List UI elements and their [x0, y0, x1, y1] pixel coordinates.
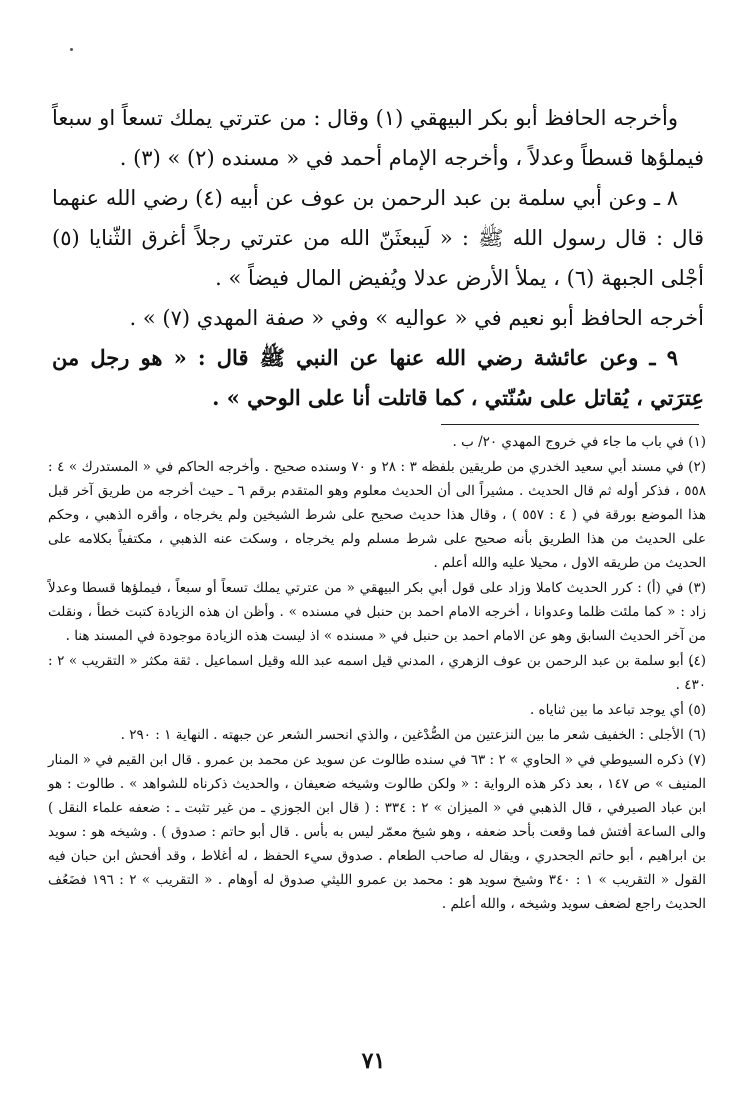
paragraph-line: سبعاً فيملؤها قسطاً وعدلاً ، وأخرجه الإمام أحمد في « مسنده (٢) » (٣) . — [52, 106, 704, 170]
paragraph-line: وأخرجه الحافظ أبو بكر البيهقي (١) وقال : من عترتي يملك تسعاً او — [99, 106, 678, 130]
footnote-line: (٣) في (أ) : كرر الحديث كاملا وزاد على قول أبي بكر البيهقي « من عترتي يملك تسعاً أو سبعاً ، فيملؤها — [120, 580, 706, 596]
footnote-line: « التقريب » ١ : ٣٤٠ وشيخ سويد هو : محمد بن عمرو الليثي صدوق له أوهام . « التقريب » ٢ : ١٩٦ — [92, 872, 670, 888]
paragraph-line: ٨ ـ وعن أبي سلمة بن عبد الرحمن بن عوف عن أبيه (٤) رضي الله — [105, 186, 679, 210]
footnote — [48, 455, 706, 575]
footnotes — [48, 430, 706, 917]
paragraph-line: عِترَتي ، يُقاتل على سُنّتي ، كما قاتلت أنا على الوحي » . — [212, 385, 704, 410]
main-text — [52, 98, 704, 418]
paragraph — [52, 338, 704, 418]
page-number: ٧١ — [361, 1048, 386, 1074]
footnote-line: ذكرناه للشواهد » . طالوت : هو ابن عباد الصيرفي ، قال الذهبي في « الميزان » ٢ : ٣٣٤ : ( قال — [48, 776, 706, 816]
footnote-line: « التقريب » ٢ : ٤٣٠ . — [48, 653, 706, 693]
footnote-line: الجحدري ، ويقال له صاحب الطعام . صدوق سيء الحفظ ، له أغلاط ، وقد أفحش ابن حبان فيه القول — [48, 848, 706, 888]
footnote-line: فضَعُف الحديث راجع لضعف سويد وشيخه ، والله أعلم . — [48, 872, 706, 912]
footnote-line: ابن الجوزي ـ من غير تثبت ـ : ضعفه علماء النقل ) والى الساعة أفتش فما وقعت بأحد ضعفه ، وهو — [48, 800, 706, 840]
footnote-line: (٤) أبو سلمة بن عبد الرحمن بن عوف الزهري ، المدني قيل اسمه عبد الله وقيل اسماعيل . ثقة مكثر — [142, 653, 707, 669]
footnote-line: ليست هذه الزيادة موجودة في المسند هنا . — [65, 628, 306, 644]
paragraph-line: أجْلى الجبهة (٦) ، يملأ الأرض عدلا ويُفيض المال فيضاً » . — [215, 266, 704, 290]
footnote-line: (٢) في مسند أبي سعيد الخدري من طريقين بلفظه ٣ : ٢٨ و ٧٠ وسنده صحيح . وأخرجه الحاكم في — [155, 459, 706, 475]
footnote-line: الزيادة كتبت خطأ ، ونقلت من آخر الحديث السابق وهو عن الامام احمد بن حنبل في « مسنده » اذ — [48, 604, 706, 644]
paragraph — [52, 98, 704, 178]
footnote — [48, 698, 706, 722]
footnote-line: « المستدرك » ٤ : ٥٥٨ ، فذكر أوله ثم قال الحديث . مشيراً الى أن الحديث معلوم وهو المتقدم برقم ٦ ـ — [48, 459, 706, 499]
footnote-line: عليه والله أعلم . — [433, 555, 526, 571]
footnote-line: شيخ معمّر ليس به بأس . قال أبو حاتم : صدوق ) . وشيخه هو : سويد بن ابراهيم ، أبو حاتم — [48, 824, 707, 864]
footnote-line: (٥) أي يوجد تباعد ما بين ثناياه . — [529, 702, 706, 718]
paragraph — [52, 298, 704, 338]
footnote-line: (١) في باب ما جاء في خروج المهدي ٢٠/ ب . — [452, 434, 706, 450]
footnote — [48, 576, 706, 648]
paragraph-line: عنهما قال : قال رسول الله ﷺ : « لَيبعثَنّ الله من عترتي رجلاً أغرق الثّنايا (٥) — [52, 186, 704, 250]
footnote — [48, 430, 706, 454]
paragraph-line: أخرجه الحافظ أبو نعيم في « عواليه » وفي « صفة المهدي (٧) » . — [129, 306, 704, 330]
footnote — [48, 748, 706, 916]
footnote-line: شرط الشيخين ولم يخرجاه ، وأقره الذهبي ، وحكم على الحديث من هذا الطريق بأنه صحيح على — [48, 507, 707, 547]
footnote-separator — [441, 424, 699, 425]
footnote-line: حيث أخرجه من طريق آخر قبل هذا الموضع بورقة في ( ٤ : ٥٥٧ ) ، وقال هذا حديث صحيح على — [48, 483, 706, 523]
paragraph-line: ٩ ـ وعن عائشة رضي الله عنها عن النبي ﷺ قال : « هو رجل من — [52, 345, 679, 370]
footnote — [48, 649, 706, 697]
footnote-line: شرط مسلم ولم يخرجاه ، وسكت عنه الذهبي ، مكتفياً بكلامه على الحديث من طريقه الاول ، محيلا — [48, 531, 706, 571]
footnote-line: (٧) ذكره السيوطي في « الحاوي » ٢ : ٦٣ في سنده طالوت عن سويد عن محمد بن عمرو . قال ابن القيم — [117, 752, 706, 768]
footnote-line: (٦) الأجلى : الخفيف شعر ما بين النزعتين من الصُّدْغين ، والذي انحسر الشعر عن جبهته . النهاية ١ : ٢٩٠ . — [120, 727, 706, 743]
print-speck — [70, 48, 73, 51]
footnote-line: قسطا وعدلاً زاد : « كما ملئت ظلما وعدوانا ، أخرجه الامام احمد بن حنبل في مسنده » . وأظن ان هذه — [48, 580, 706, 620]
paragraph — [52, 178, 704, 298]
footnote-line: في « المنار المنيف » ص ١٤٧ ، بعد ذكر هذه الرواية : « ولكن طالوت وشيخه ضعيفان ، والحديث — [48, 752, 707, 792]
footnote — [48, 723, 706, 747]
